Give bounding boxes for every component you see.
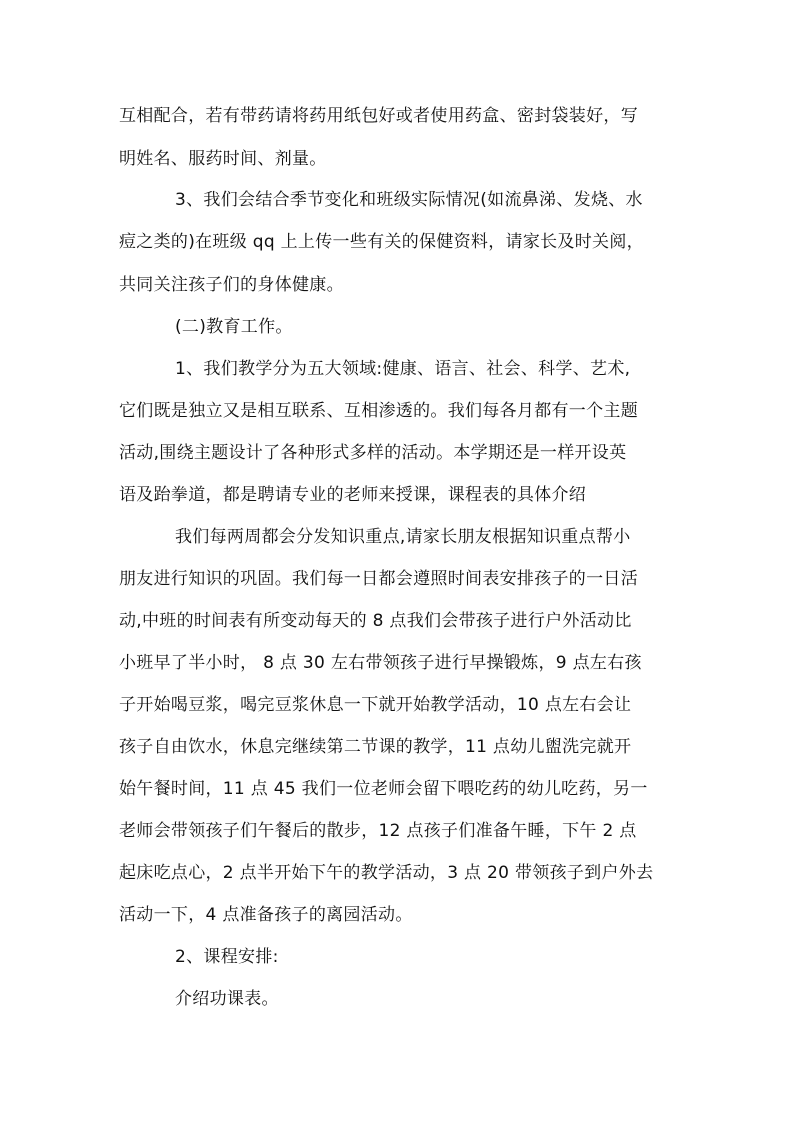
text-line: 明姓名、服药时间、剂量。	[119, 149, 327, 169]
text-line: 活动一下，4 点准备孩子的离园活动。	[119, 905, 413, 925]
text-line: 朋友进行知识的巩固。我们每一日都会遵照时间表安排孩子的一日活	[119, 569, 638, 589]
text-line: 起床吃点心，2 点半开始下午的教学活动，3 点 20 带领孩子到户外去	[119, 863, 654, 883]
text-line: 活动,围绕主题设计了各种形式多样的活动。本学期还是一样开设英	[119, 443, 627, 463]
text-line: 子开始喝豆浆，喝完豆浆休息一下就开始教学活动，10 点左右会让	[119, 695, 632, 715]
text-line: 共同关注孩子们的身体健康。	[119, 275, 344, 295]
text-line: 1、我们教学分为五大领域:健康、语言、社会、科学、艺术,	[175, 359, 631, 379]
text-line: 孩子自由饮水，休息完继续第二节课的教学，11 点幼儿盥洗完就开	[119, 737, 632, 757]
text-line: 痘之类的)在班级 qq 上上传一些有关的保健资料，请家长及时关阅，	[119, 232, 644, 252]
text-line: 老师会带领孩子们午餐后的散步，12 点孩子们准备午睡，下午 2 点	[119, 821, 637, 841]
text-line: 互相配合，若有带药请将药用纸包好或者使用药盒、密封袋装好，写	[119, 106, 638, 126]
text-line: 语及跆拳道，都是聘请专业的老师来授课，课程表的具体介绍	[119, 485, 587, 505]
text-line: 2、课程安排:	[175, 947, 279, 967]
text-line: 3、我们会结合季节变化和班级实际情况(如流鼻涕、发烧、水	[175, 190, 643, 210]
text-line: 动,中班的时间表有所变动每天的 8 点我们会带孩子进行户外活动比	[119, 611, 632, 631]
text-line: 介绍功课表。	[175, 989, 279, 1009]
section-heading: (二)教育工作。	[175, 317, 293, 337]
text-line: 始午餐时间，11 点 45 我们一位老师会留下喂吃药的幼儿吃药，另一	[119, 779, 648, 799]
text-line: 我们每两周都会分发知识重点,请家长朋友根据知识重点帮小	[175, 527, 631, 547]
text-line: 小班早了半小时， 8 点 30 左右带领孩子进行早操锻炼，9 点左右孩	[119, 653, 642, 673]
text-line: 它们既是独立又是相互联系、互相渗透的。我们每各月都有一个主题	[119, 401, 638, 421]
